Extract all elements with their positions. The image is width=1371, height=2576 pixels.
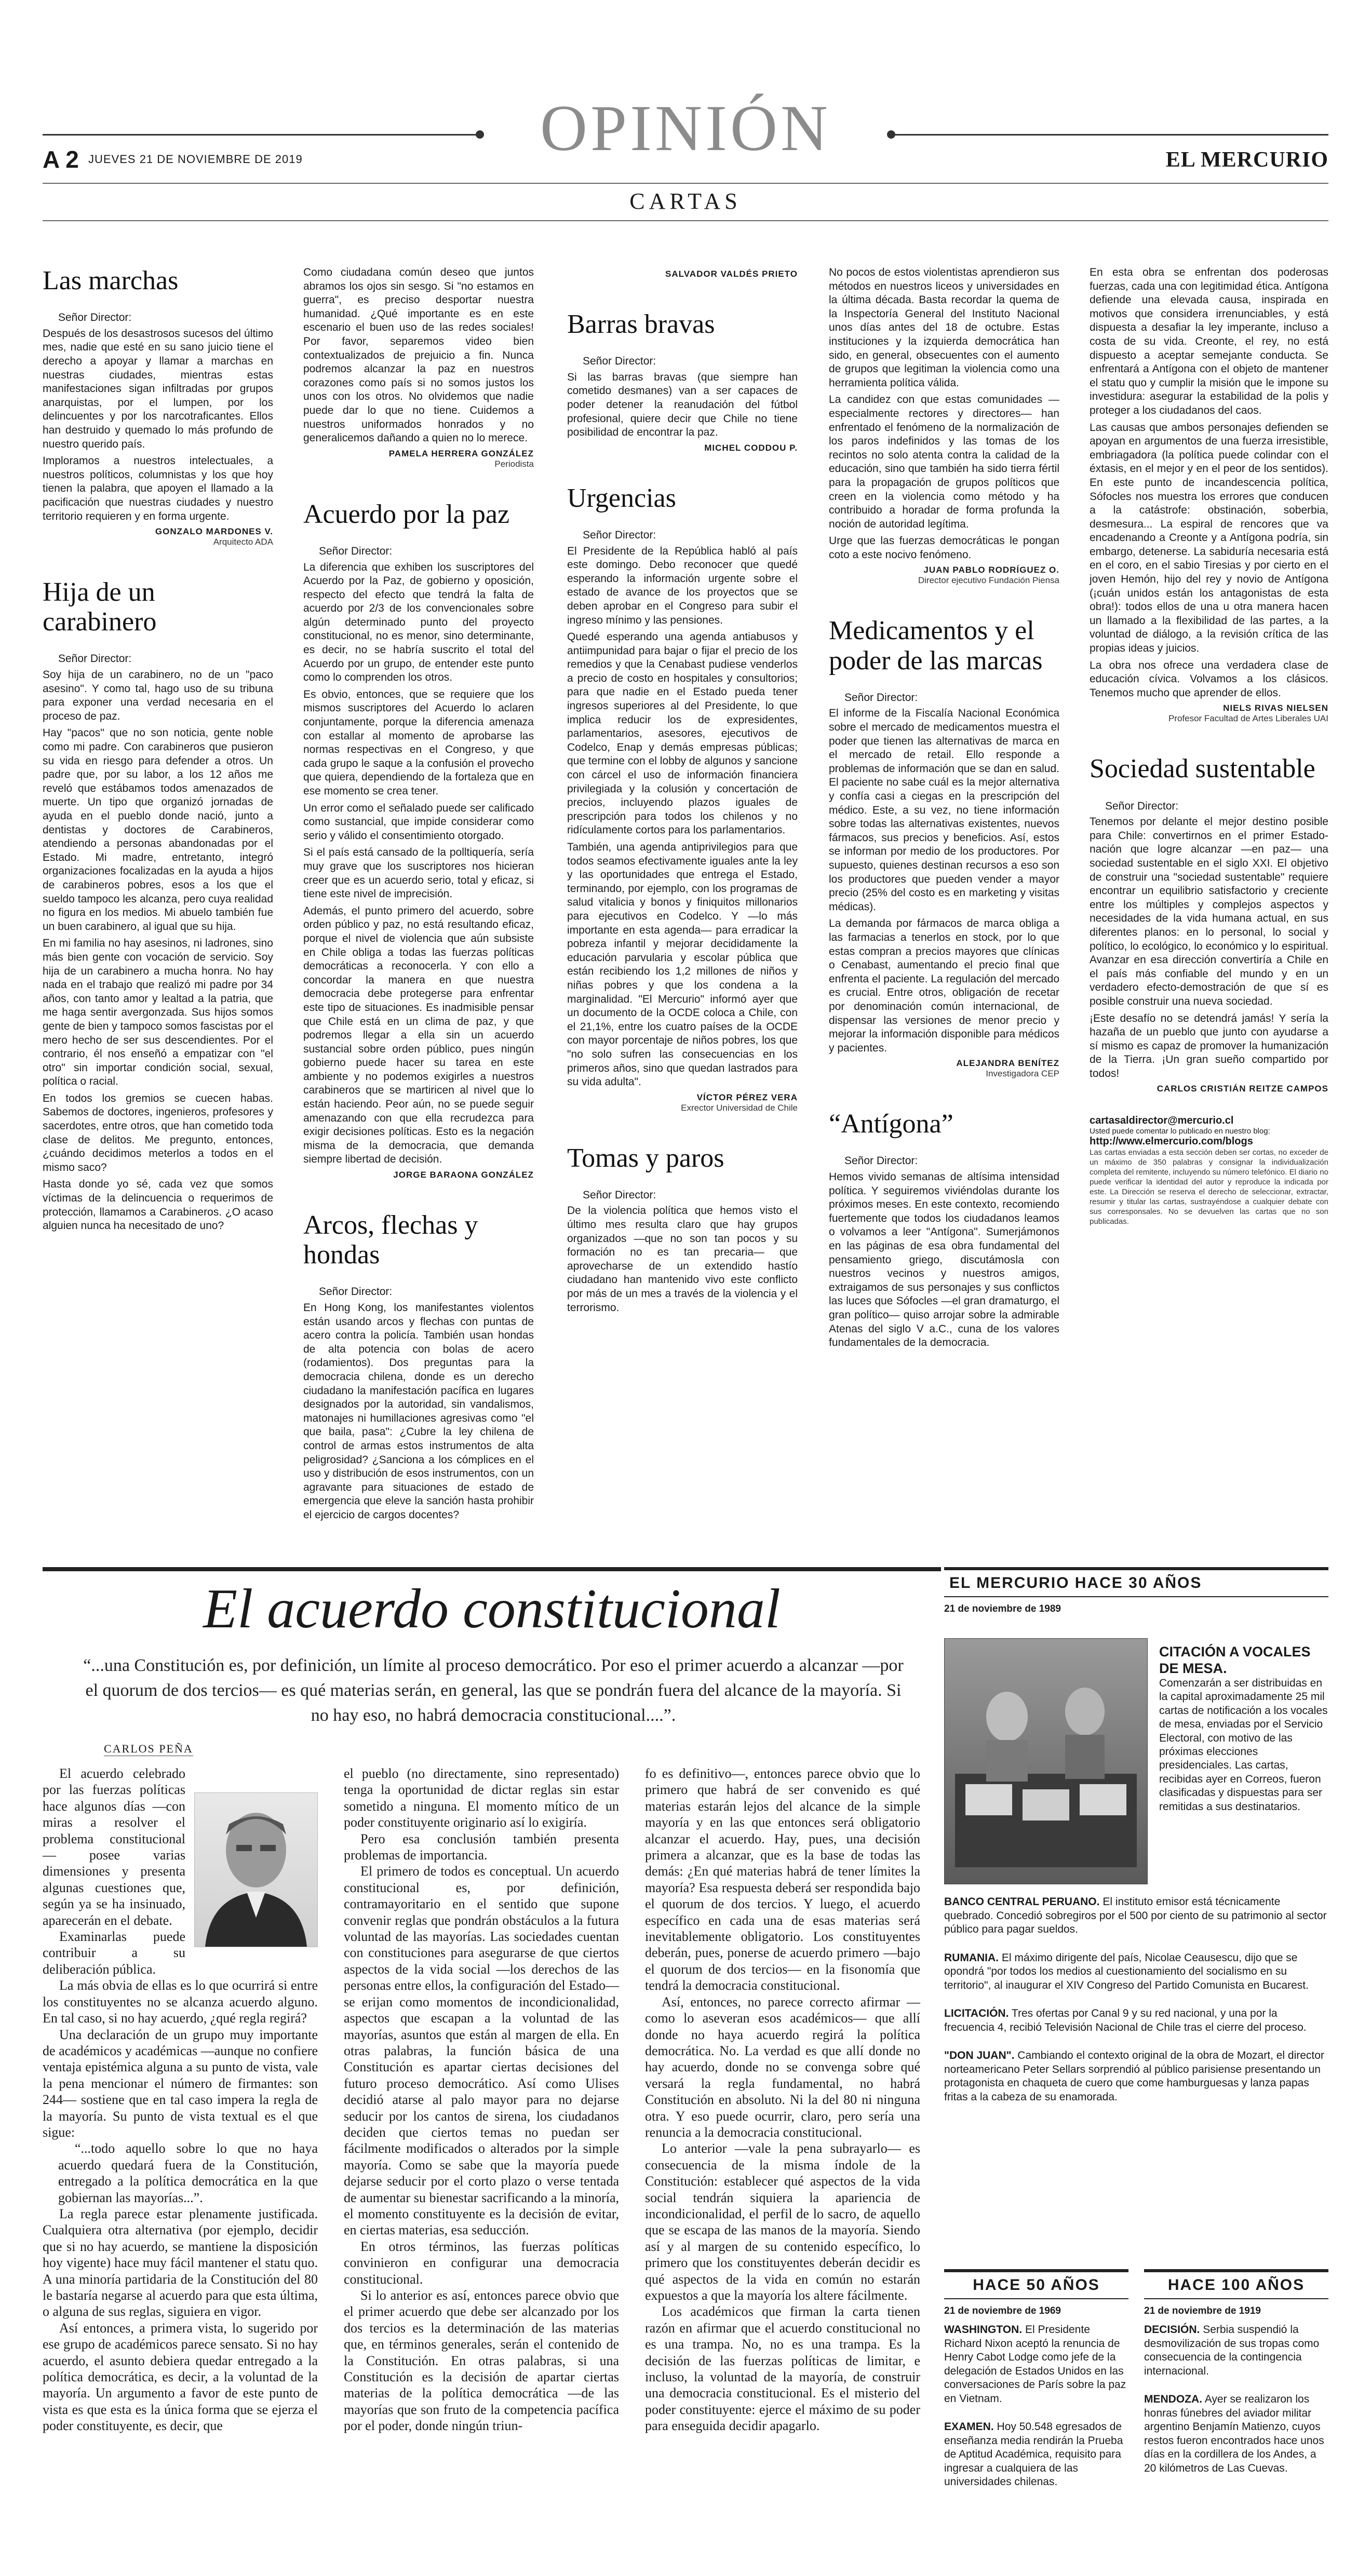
hace-30-date: 21 de noviembre de 1989 <box>944 1603 1061 1614</box>
letter-role: Exrector Universidad de Chile <box>681 1102 798 1113</box>
letter-role: Arquitecto ADA <box>213 537 273 547</box>
hace-item-lead: LICITACIÓN. <box>944 2007 1009 2019</box>
letter-title: Hija de un carabinero <box>43 577 157 637</box>
issue-date: JUEVES 21 DE NOVIEMBRE DE 2019 <box>88 153 303 166</box>
letter-paragraph: En Hong Kong, los manifestantes violentos están usando arcos y flechas con puntas de acero contra la policía. También usan hondas de alta potencia con bolas de acero (rodamientos). Dos preguntas para la democracia chilena, donde es un derecho ciudadano la manifestación pacífica en lugares designados por la autoridad, sin vandalismos, matonajes ni humillaciones agresivas como "el que baila, pasa": ¿Cubre la ley chilena de control de armas estos instrumentos de alta peligrosidad? ¿Sanciona a los cómplices en el uso y distribución de esos instrumentos, con un agravante para situaciones de estado de emergencia que eleve la sanción hasta prohibir el ejercicio de cargos docentes? <box>303 1302 534 1521</box>
letter-paragraph: Si las barras bravas (que siempre han cometido desmanes) van a ser capaces de poder detener la reanudación del fútbol profesional, quiere decir que Chile no tiene posibilidad de encontrar la paz. <box>567 371 798 439</box>
letter-acuerdo <box>303 500 534 1180</box>
editorial-paragraph: el pueblo (no directamente, sino representado) tenga la oportunidad de dictar reglas sin estar sometido a ninguna. El momento mítico de un poder constituyente originario así lo exigiría. <box>344 1766 619 1830</box>
letter-salutation: Señor Director: <box>58 312 132 324</box>
editorial-quote: “...una Constitución es, por definición, un límite al proceso democrático. Por eso el primer acuerdo a alcanzar —por el quorum de dos tercios— es qué materias serán, en general, las que se pondrán fuera del alcance de la mayoría. Si no hay eso, no habrá democracia constitucional....”. <box>83 1656 904 1725</box>
letter-role: Profesor Facultad de Artes Liberales UAI <box>1168 713 1328 724</box>
letter-urgencias <box>567 483 798 1113</box>
editorial-paragraph: Lo anterior —vale la pena subrayarlo— es consecuencia de la misma índole de la Constitución: establecer qué aspectos de la vida social tendrán siquiera la apariencia de incondicionalidad, el perfil de lo sacro, de aquello que se escapa de las manos de la mayoría. Siendo así y al margen de su contenido específico, lo primero que los constituyentes deberán decidir es qué aspectos de la vida en común no estarán expuestos a que la mayoría los altere fácilmente. <box>645 2141 920 2303</box>
hace-50-date: 21 de noviembre de 1969 <box>944 2305 1061 2316</box>
letter-hija <box>43 577 273 1233</box>
editorial-author: CARLOS PEÑA <box>104 1742 193 1755</box>
letter-signature: JORGE BARAONA GONZÁLEZ <box>393 1170 534 1180</box>
editorial-column-2 <box>344 1765 619 2434</box>
letter-paragraph: La candidez con que estas comunidades —especialmente rectores y directores— han enfrentado el fenómeno de la normalización de los paros indefinidos y las tomas de los recintos no solo atenta contra la calidad de la educación, sino que también ha sido tierra fértil para la propagación de grupos políticos que creen en la violencia como método y ha contribuido a horadar de forma profunda la noción de autoridad legítima. <box>829 394 1059 530</box>
letter-paragraph: Si el país está cansado de la polltiquería, sería muy grave que los suscriptores nos hicieran creer que es un acuerdo serio, total y eficaz, si tiene este nivel de imprecisión. <box>303 846 534 900</box>
letter-barras <box>567 309 798 453</box>
hace-item <box>944 2323 1128 2406</box>
header-rule-left <box>43 134 479 136</box>
letter-paragraph: En todos los gremios se cuecen habas. Sabemos de doctores, ingenieros, profesores y sacerdotes, entre otros, que han cometido toda clase de delitos. Me pregunto, entonces, ¿cuándo decidimos meterlos a todos en el mismo saco? <box>43 1092 273 1174</box>
letter-signature: MICHEL CODDOU P. <box>704 442 798 453</box>
hace-30-heading: EL MERCURIO HACE 30 AÑOS <box>944 1567 1328 1597</box>
letter-title: Las marchas <box>43 266 179 295</box>
editorial-column-3 <box>645 1765 920 2434</box>
hace-item <box>944 1895 1328 1937</box>
letter-paragraph: El informe de la Fiscalía Nacional Económica sobre el mercado de medicamentos muestra el poder que tienen las alternativas de marca en el mercado de retail. Ello responde a problemas de información que se dan en salud. El paciente no sabe cuál es la mejor alternativa y confía casi a ciegas en la prescripción del médico. Este, a su vez, no tiene información sobre todas las alternativas existentes, nuevos fármacos, sus precios y beneficios. Así, estos se informan por medio de los productores. Por supuesto, quienes destinan recursos a eso son los productores que pueden vender a mayor precio (25% del costo es en marketing y visitas médicas). <box>829 707 1059 913</box>
mail-sorting-illustration <box>945 1639 1147 1884</box>
letter-paragraph: El Presidente de la República habló al país este domingo. Debo reconocer que quedé esperando la información urgente sobre el estado de avance de los proyectos que se deben aprobar en el Congreso para subir el ingreso mínimo y las pensiones. <box>567 545 798 626</box>
blog-link[interactable]: http://www.elmercurio.com/blogs <box>1090 1136 1253 1148</box>
caption-text: Comenzarán a ser distribuidas en la capital aproximadamente 25 mil cartas de notificación a los vocales de mesa, enviadas por el Servicio Electoral, con motivo de las próximas elecciones presidenciales. Las cartas, recibidas ayer en Correos, fueron clasificadas y dispuestas para ser remitidas a sus destinatarios. <box>1159 1677 1328 1813</box>
hace-item-text: Hoy 50.548 egresados de enseñanza media rendirán la Prueba de Aptitud Académica, requisito para ingresar a cualquiera de las universidades chilenas. <box>944 2421 1123 2488</box>
letter-salutation: Señor Director: <box>844 1155 918 1167</box>
letter-signature: PAMELA HERRERA GONZÁLEZ <box>388 448 534 458</box>
hace-item-lead: RUMANIA. <box>944 1951 999 1964</box>
contact-email-link[interactable]: cartasaldirector@mercurio.cl <box>1090 1115 1234 1127</box>
letter-signature: SALVADOR VALDÉS PRIETO <box>665 269 798 279</box>
letter-paragraph: Imploramos a nuestros intelectuales, a nuestros políticos, columnistas y los que hoy tienen la palabra, que apoyen el llamado a la pacificación que nuestras ciudades y nuestro territorio requieren y en forma urgente. <box>43 455 273 522</box>
letters-column-2 <box>303 266 534 1526</box>
letter-signature: GONZALO MARDONES V. <box>155 527 273 537</box>
hace-item-lead: "DON JUAN". <box>944 2049 1015 2061</box>
letter-signature: JUAN PABLO RODRÍGUEZ O. <box>923 565 1059 575</box>
hace-item <box>944 2049 1328 2104</box>
letter-paragraph: La diferencia que exhiben los suscriptores del Acuerdo por la Paz, de gobierno y oposición, respecto del efecto que tendrá la falta de acuerdo por 2/3 de los convencionales sobre algún determinado punto del proyecto constitucional, no es menor, sino determinante, es decir, no se habría suscrito el total del Acuerdo por un grupo, de entender este punto como lo comprenden los otros. <box>303 561 534 684</box>
letter-role: Investigadora CEP <box>986 1069 1059 1079</box>
letter-paragraph: En mi familia no hay asesinos, ni ladrones, sino más bien gente con vocación de servicio. Soy hija de un carabinero a mucha honra. No hay nada en el trabajo que realizó mi padre por 34 años, con tanto amor y lealtad a la patria, que me haga sentir avergonzada. Sus hijos somos gente de bien y tampoco somos fascistas por el mero hecho de ser sus descendientes. Por el contrario, él nos enseñó a empatizar con "el otro" sin importar condición social, sexual, política o racial. <box>43 937 273 1088</box>
letters-column-4 <box>829 266 1059 1353</box>
letter-signature: ALEJANDRA BENÍTEZ <box>956 1058 1059 1069</box>
hace-item-text: Tres ofertas por Canal 9 y su red nacional, y una por la frecuencia 4, recibió Televisión Nacional de Chile tras el cierre del proceso. <box>944 2007 1307 2033</box>
contact-note: Usted puede comentar lo publicado en nuestro blog: <box>1090 1127 1270 1136</box>
letter-medicamentos <box>829 616 1059 1079</box>
letter-paragraph: Hemos vivido semanas de altísima intensidad política. Y seguiremos viviéndolas durante los próximos meses. En este contexto, recomiendo fuertemente que todos los ciudadanos leamos o volvamos a leer "Antígona". Sumerjámonos en las páginas de esa obra fundamental del pensamiento griego, discutámosla con nuestros vecinos y nuestros amigos, extraigamos de sus personajes y sus conflictos las luces que Sófocles —el gran dramaturgo, el gran político— quiso arrojar sobre la admirable Atenas del siglo V a.C., cuna de los valores fundamentales de la democracia. <box>829 1171 1059 1349</box>
editorial-paragraph: La más obvia de ellas es lo que ocurrirá si entre los constituyentes no se alcanza acuerdo alguno. En tal caso, si no hay acuerdo, ¿qué regla regirá? <box>43 1978 318 2026</box>
letter-paragraph: ¡Este desafío no se detendrá jamás! Y sería la hazaña de un pueblo que junto con ayudarse a sí mismo es capaz de promover la humanización de la Tierra. ¡Un gran sueño compartido por todos! <box>1090 1012 1328 1080</box>
letter-paragraph: Tenemos por delante el mejor destino posible para Chile: convertirnos en el primer Estado-nación que logre alcanzar —en paz— una sociedad sustentable en el siglo XXI. El objetivo de construir una "sociedad sustentable" requiere encontrar un equilibrio satisfactorio y creciente entre los múltiples y complejos aspectos y necesidades de la vida humana actual, en sus diferentes planos: en lo personal, lo social y político, lo ecológico, lo económico y lo espiritual. Avanzar en esa dirección convertiría a Chile en el país más confiable del mundo y en un verdadero efecto-demostración de que sí es posible construir una nueva sociedad. <box>1090 816 1328 1007</box>
hace-30-photo-caption <box>1159 1643 1328 1814</box>
hace-item-lead: WASHINGTON. <box>944 2324 1023 2336</box>
letter-paragraph: Quedé esperando una agenda antiabusos y antiimpunidad para bajar o fijar el precio de los remedios y que la Cenabast pudiese venderlos a precio de costo en hospitales y consultorios; para que nadie en el Estado pueda tener ingresos superiores al del Presidente, lo que implica reducir los de expresidentes, parlamentarios, asesores, ejecutivos de Codelco, Enap y demás empresas públicas; que termine con el lobby de algunos y sancione con cárcel el uso de información financiera privilegiada y la colusión y concertación de precios, incluyendo plazos iguales de prescripción para todos los chilenos y no ridículamente cortos para los parlamentarios. <box>567 631 798 837</box>
header-divider <box>43 220 1328 221</box>
letter-paragraph: Las causas que ambos personajes defienden se apoyan en argumentos de una fuerza irresistible, embriagadora (la política puede colindar con el éxtasis, en el mejor y en el peor de los sentidos). En este punto de incandescencia política, Sófocles nos muestra los errores que conducen a la catástrofe: obstinación, soberbia, desmesura... La espiral de rencores que va encadenando a Creonte y a Antígona podría, sin embargo, detenerse. La sabiduría necesaria está en el coro, en el sabio Tiresias y por cierto en el joven Hemón, hijo del rey y novio de Antígona (¡cuán unidos están los antagonistas de esta obra!): todos ellos de una u otra manera hacen un llamado a la flexibilidad de las partes, a la voluntad de diálogo, a la revisión crítica de las propias ideas y juicios. <box>1090 421 1328 655</box>
caption-title: CITACIÓN A VOCALES DE MESA. <box>1159 1644 1311 1676</box>
letter-title: Barras bravas <box>567 309 715 339</box>
hace-item-text: Ayer se realizaron los honras fúnebres del aviador militar argentino Benjamín Matienzo, cuyos restos fueron encontrados hace unos días en la cordillera de los Andes, a 20 kilómetros de Las Cuevas. <box>1144 2393 1324 2474</box>
letter-title: Urgencias <box>567 483 676 513</box>
letters-column-3 <box>567 266 798 1318</box>
letter-paragraph: Un error como el señalado puede ser calificado como sustancial, que impide considerar como serio y válido el consentimiento otorgado. <box>303 802 534 842</box>
hace-50-box <box>944 2269 1128 2504</box>
contact-box <box>1090 1115 1328 1226</box>
letter-tomas <box>567 1143 798 1315</box>
masthead-brand: EL MERCURIO <box>1165 148 1328 172</box>
hace-item-text: El Presidente Richard Nixon aceptó la renuncia de Henry Cabot Lodge como jefe de la delegación de Estados Unidos en las conversaciones de París sobre la paz en Vietnam. <box>944 2324 1126 2405</box>
editorial-rule <box>43 1567 941 1571</box>
hace-item-text: El instituto emisor está técnicamente quebrado. Concedió sobregiros por el 500 por ciento de su patrimonio al sector público para pagar sueldos. <box>944 1896 1327 1935</box>
header-divider <box>43 183 1328 184</box>
letter-title: Tomas y paros <box>567 1143 724 1173</box>
hace-item-lead: DECISIÓN. <box>1144 2324 1200 2336</box>
editorial-paragraph: Pero esa conclusión también presenta problemas de importancia. <box>344 1831 619 1863</box>
letter-salutation: Señor Director: <box>319 1286 393 1298</box>
editorial-paragraph: En otros términos, las fuerzas políticas convinieron en configurar una democracia constitucional. <box>344 2238 619 2287</box>
letter-paragraph: De la violencia política que hemos visto el último mes resulta claro que hay grupos organizados —que no son tan pocos y su formación no es tan precaria— que aprovecharse de un extendido hastío ciudadano han mantenido vivo este conflicto por más de un mes a través de la violencia y el terrorismo. <box>567 1205 798 1314</box>
letter-paragraph: Además, el punto primero del acuerdo, sobre orden público y paz, no está resultando eficaz, porque el nivel de violencia que aún subsiste en Chile obliga a todas las fuerzas políticas democráticas a reconocerla. Y con ello a concordar la manera en que nuestra democracia debe protegerse para enfrentar este tipo de situaciones. Es inadmisible pensar que Chile está en un clima de paz, y que podremos llegar a ella sin un acuerdo sustancial sobre orden público, pues ningún gobierno puede hacer su tarea en este ambiente y no podemos exigirles a nuestros carabineros que se martiricen al nivel que lo están haciendo. Peor aún, no se puede seguir amenazando con que ella recrudezca para exigir decisiones políticas. Esto es la negación misma de la democracia, que demanda siempre libertad de decisión. <box>303 905 534 1166</box>
letter-title: Arcos, flechas y hondas <box>303 1210 478 1270</box>
hace-item-text: Serbia suspendió la desmovilización de sus tropas como consecuencia de la contingencia internacional. <box>1144 2324 1320 2377</box>
letter-paragraph: No pocos de estos violentistas aprendieron sus métodos en nuestros liceos y universidades en la última década. Basta recordar la quema de la Inspectoría General del Instituto Nacional unos días antes del 18 de octubre. Estas instituciones y la izquierda democrática han sido, en general, obsecuentes con el aumento de grupos que legitiman la violencia como una herramienta política válida. <box>829 266 1059 389</box>
editorial-paragraph: Examinarlas puede contribuir a su deliberación pública. <box>43 1929 185 1977</box>
letter-salutation: Señor Director: <box>319 545 393 557</box>
letter-arcos <box>303 1210 534 1522</box>
letter-title: “Antígona” <box>829 1109 953 1139</box>
hace-100-date: 21 de noviembre de 1919 <box>1144 2305 1261 2316</box>
hace-item-text: Cambiando el contexto original de la obra de Mozart, el director norteamericano Peter Sellars sorprendió al público parisiense presentando un protagonista en chaqueta de cuero que come hamburguesas y lanza papas fritas a la cabeza de su enamorada. <box>944 2049 1324 2103</box>
letter-antigona <box>829 1109 1059 1350</box>
letter-salutation: Señor Director: <box>583 529 656 541</box>
hace-item <box>944 1951 1328 1993</box>
letter-salutation: Señor Director: <box>583 1189 656 1201</box>
letter-salutation: Señor Director: <box>58 653 132 665</box>
letter-paragraph: En esta obra se enfrentan dos poderosas fuerzas, cada una con legitimidad ética. Antígona defiende una elevada causa, inspirada en motivos que considera irrenunciables, y está dispuesta a desafiar la ley imperante, incluso a costa de su vida. Creonte, el rey, no está dispuesto a aceptar semejante conducta. Se enfrentará a Antígona con el objeto de mantener el statu quo y cumplir la misión que le impone su investidura: asegurar la estabilidad de la polis y proteger a los ciudadanos del caos. <box>1090 266 1328 416</box>
archive-photo <box>944 1638 1148 1884</box>
section-title: OPINIÓN <box>540 92 831 165</box>
page-number: A 2 <box>43 146 79 173</box>
editorial-paragraph: Una declaración de un grupo muy importante de académicos y académicas —aunque no confiere ventaja epistémica alguna a su punto de vista, vale la pena mencionar el número de firmantes: son 244— sostiene que en tal caso impera la regla de la mayoría. Su punto de vista textual es el que sigue: <box>43 2027 318 2140</box>
hace-100-box <box>1144 2269 1328 2490</box>
editorial-paragraph: fo es definitivo—, entonces parece obvio que lo primero que habrá de ser convenido es qué materias estarán lejos del alcance de la simple mayoría y en las que entonces será obligatorio alcanzar el acuerdo. Hay, pues, una decisión primera a alcanzar, que es la base de todas las demás: ¿En qué materias habrá de tener límites la mayoría? Esa respuesta deberá ser respondida bajo el quorum de dos tercios. Y luego, el acuerdo específico en cada una de esas materias será inevitablemente obligatorio. Los constituyentes deberán, pues, ponerse de acuerdo primero —bajo el quorum de dos tercios— en la fisonomía que tendrá la democracia constitucional. <box>645 1766 920 1993</box>
letter-sociedad <box>1090 754 1328 1094</box>
hace-item <box>944 2420 1128 2489</box>
letter-title: Medicamentos y el poder de las marcas <box>829 616 1043 676</box>
editorial-paragraph: Así, entonces, no parece correcto afirmar —como lo aseveran esos académicos— que allí donde no haya acuerdo regirá la política democrática. No. La verdad es que allí donde no hay acuerdo, donde no se convenga sobre qué versará la regla fundamental, no habrá Constitución en absoluto. Ni la del 80 ni ninguna otra. Y eso puede ocurrir, claro, pero sería una renuncia a la democracia constitucional. <box>645 1994 920 2140</box>
editorial-paragraph: El acuerdo celebrado por las fuerzas políticas hace algunos días —con miras a resolver el problema constitucional— posee varias dimensiones y presenta algunas cuestiones que, según ya se ha insinuado, aparecerán en el debate. <box>43 1766 185 1928</box>
header-dot-left <box>476 130 484 139</box>
hace-50-heading: HACE 50 AÑOS <box>944 2269 1128 2299</box>
letters-column-1 <box>43 266 273 1236</box>
hace-item <box>944 2007 1328 2034</box>
editorial-column-1 <box>43 1765 318 2434</box>
letter-signature: NIELS RIVAS NIELSEN <box>1223 703 1328 713</box>
letter-role: Periodista <box>494 458 534 469</box>
letters-column-5 <box>1090 266 1328 1226</box>
letter-paragraph: Soy hija de un carabinero, no de un "paco asesino". Y como tal, hago uso de su tribuna para exponer una verdad necesaria en el proceso de paz. <box>43 669 273 722</box>
editorial-paragraph: “...todo aquello sobre lo que no haya acuerdo quedará fuera de la Constitución, entregado a la política democrática en la que gobiernan las mayorías...”. <box>58 2141 318 2205</box>
letter-paragraph: La demanda por fármacos de marca obliga a las farmacias a tenerlos en stock, por lo que estas compran a precios mayores que clínicas o Cenabast, aumentando el precio final que enfrenta el paciente. La regulación del mercado es crucial. Entre otros, obligación de recetar por denominación común internacional, de dispensar las versiones de menor precio y mejorar la información disponible para médicos y pacientes. <box>829 918 1059 1054</box>
letter-paragraph: Hasta donde yo sé, cada vez que somos víctimas de la delincuencia o requerimos de protección, llamamos a Carabineros. ¿O acaso alguien nunca ha necesitado de uno? <box>43 1178 273 1232</box>
editorial-paragraph: El primero de todos es conceptual. Un acuerdo constitucional es, por definición, contramayoritario en el sentido que supone convenir reglas que pondrán obstáculos a la futura voluntad de las mayorías. Las sociedades cuentan con constituciones para asegurarse de que ciertos aspectos de la vida social —los derechos de las personas entre ellos, la configuración del Estado— se erijan como momentos de incondicionalidad, aspectos que escapan a la voluntad de las mayorías, asuntos que están al margen de ella. En otras palabras, la función básica de una Constitución es apartar ciertas decisiones del futuro proceso democrático. Así como Ulises decidió atarse al palo mayor para no dejarse seducir por los cantos de sirena, los ciudadanos deciden que ciertos temas no puedan ser fácilmente modificados o alterados por la simple mayoría. Como se sabe que la mayoría puede dejarse seducir por el corto plazo o verse tentada de aumentar su bienestar sacrificando a la minoría, el momento constituyente es la decisión de evitar, en ciertas materias, esa seducción. <box>344 1864 619 2238</box>
letter-signature: VÍCTOR PÉREZ VERA <box>696 1092 798 1102</box>
hace-item-lead: EXAMEN. <box>944 2421 994 2433</box>
hace-item-lead: BANCO CENTRAL PERUANO. <box>944 1896 1100 1908</box>
hace-item <box>1144 2323 1328 2378</box>
letter-paragraph: También, una agenda antiprivilegios para que todos seamos efectivamente iguales ante la ley y las oportunidades que entrega el Estado, terminando, por ejemplo, con los programas de salud vitalicia y bonos y finiquitos millonarios para ejecutivos en Codelco. Y —lo más importante en esta agenda— para erradicar la pobreza infantil y mejorar decididamente la educación parvularia y escolar pública que están recibiendo los 1,2 millones de niños y niñas pobres y que los condena a la marginalidad. "El Mercurio" informó ayer que un documento de la OCDE coloca a Chile, con el 21,1%, entre los cuatro países de la OCDE con mayor porcentaje de niños pobres, los que "no solo sufren las consecuencias en los primeros años, sino que quedan lastrados para su vida adulta". <box>567 841 798 1088</box>
hace-item-text: El máximo dirigente del país, Nicolae Ceausescu, dijo que se opondrá "por todos los medios al cuestionamiento del socialismo en su territorio", al inaugurar el XIV Congreso del Partido Comunista en Bucarest. <box>944 1951 1309 1991</box>
letter-paragraph: Urge que las fuerzas democráticas le pongan coto a este nocivo fenómeno. <box>829 535 1059 561</box>
hace-item <box>1144 2393 1328 2475</box>
editorial-paragraph: Los académicos que firman la carta tienen razón en afirmar que el acuerdo constitucional no es una trampa. No, no es una trampa. Es la decisión de las fuerzas políticas de limitar, e incluso, la voluntad de la mayoría, de construir una democracia constitucional. Es el misterio del poder constituyente: ejerce el máximo de su poder para enseguida decidir apagarlo. <box>645 2304 920 2434</box>
header-rule-right <box>893 134 1328 136</box>
letter-title: Acuerdo por la paz <box>303 499 510 529</box>
editorial-paragraph: Así entonces, a primera vista, lo sugerido por ese grupo de académicos parece sensato. Si no hay acuerdo, el asunto debiera quedar entregado a la política democrática, es decir, a la voluntad de la mayoría. Un argumento a favor de este punto de vista es que esta es la única forma que se ejerza el poder constituyente, es decir, que <box>43 2320 318 2434</box>
contact-rules: Las cartas enviadas a esta sección deben ser cortas, no exceder de un máximo de 350 palabras y consignar la individualización completa del remitente, incluyendo su número telefónico. El diario no puede verificar la identidad del autor y reproduce la indicada por este. La Dirección se reserva el derecho de seleccionar, extractar, resumir y titular las cartas, sustrayéndose a cualquier debate con sus corresponsales. No se devuelven las cartas que no son publicadas. <box>1090 1148 1328 1226</box>
letter-paragraph: Después de los desastrosos sucesos del último mes, nadie que esté en su sano juicio tiene el derecho a apoyar y llamar a marchas en nuestras ciudades, mientras estas manifestaciones sigan infiltradas por grupos anarquistas, por el lumpen, por los delincuentes y por los narcotraficantes. Ellos han destruido y quemado lo más profundo de nuestro querido país. <box>43 327 273 450</box>
letter-role: Director ejecutivo Fundación Piensa <box>918 575 1059 586</box>
letter-title: Sociedad sustentable <box>1090 754 1315 784</box>
letter-paragraph: La obra nos ofrece una verdadera clase de educación cívica. Volvamos a los clásicos. Tenemos mucho que aprender de ellos. <box>1090 659 1328 699</box>
letter-paragraph: Hay "pacos" que no son noticia, gente noble como mi padre. Con carabineros que pusieron su vida en riesgo para defender a otros. Un padre que, por su labor, a los 12 años me reveló que estábamos todos amenazados de muerte. Un tipo que organizó jornadas de ayuda en el pueblo donde nació, junto a dentistas y doctores de Carabineros, atendiendo a personas abandonadas por el Estado. Mi madre, entretanto, integró organizaciones focalizadas en la ayuda a hijos de carabineros pobres, esos a los que el sueldo tampoco les alcanza, pero cuya realidad no figura en los medios. Mi abuelo también fue un buen carabinero, al igual que su hija. <box>43 727 273 933</box>
hace-item-lead: MENDOZA. <box>1144 2393 1202 2405</box>
letter-paragraph: Como ciudadana común deseo que juntos abramos los ojos sin sesgo. Si "no estamos en guerra", es preciso desportar nuestra humanidad. ¿Qué importante es en este escenario el buen uso de las redes sociales! Por favor, separemos video bien contextualizados de prejuicio a fin. Nunca podremos alcanzar la paz en nuestros corazones como país si no somos justos los unos con los otros. No olvidemos que nadie puede dar lo que no tiene. Cuidemos a nuestros uniformados honrados y no generalicemos dañando a quien no lo merece. <box>303 266 534 444</box>
editorial-paragraph: La regla parece estar plenamente justificada. Cualquiera otra alternativa (por ejemplo, decidir que si no hay acuerdo, se mantiene la disposición hoy vigente) hace muy fácil mantener el statu quo. A una minoría partidaria de la Constitución del 80 le bastaría negarse al acuerdo para que esta última, o alguna de sus reglas, siguiera en vigor. <box>43 2206 318 2319</box>
editorial-paragraph: Si lo anterior es así, entonces parece obvio que el primer acuerdo que debe ser alcanzado por los dos tercios es la determinación de las materias que, en términos generales, serán el contenido de la Constitución. En otras palabras, si una Constitución es la decisión de apartar ciertas materias de la política democrática —de las mayorías que son fruto de la competencia pacífica por el poder, donde ningún triun- <box>344 2288 619 2434</box>
hace-30-box <box>944 1567 1328 1621</box>
letter-salutation: Señor Director: <box>583 355 656 368</box>
editorial-title: El acuerdo constitucional <box>203 1578 781 1640</box>
letter-salutation: Señor Director: <box>844 691 918 704</box>
letter-paragraph: Es obvio, entonces, que se requiere que los mismos suscriptores del Acuerdo lo aclaren conjuntamente, porque la diferencia amenaza con estallar al momento de aprobarse las normas respectivas en el Congreso, y que cada grupo le saque a la confusión el provecho que quiera, dependiendo de la fortaleza que en ese momento se crea tener. <box>303 688 534 797</box>
hace-100-heading: HACE 100 AÑOS <box>1144 2269 1328 2299</box>
letter-marchas <box>43 266 273 547</box>
hace-30-items <box>944 1895 1328 2119</box>
letter-salutation: Señor Director: <box>1105 800 1179 812</box>
subsection-title: CARTAS <box>629 188 742 214</box>
letter-signature: CARLOS CRISTIÁN REITZE CAMPOS <box>1157 1084 1328 1094</box>
